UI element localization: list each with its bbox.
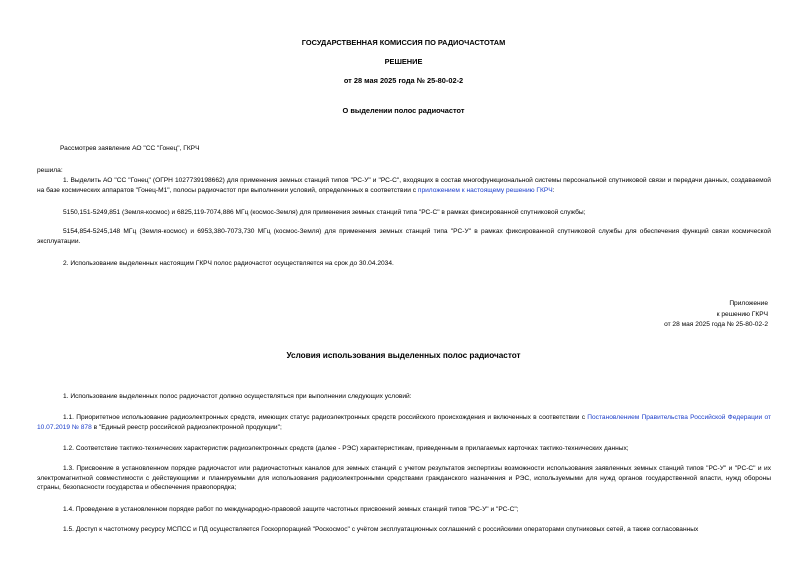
condition-1-5-paragraph: 1.5. Доступ к частотному ресурсу МСПСС и ПД осуществляется Госкорпорацией "Роскосмос" с учётом эксплуатационных соглашений с российскими операторами спутниковых сетей, а также согласованных bbox=[63, 526, 699, 533]
item-1-tail: : bbox=[552, 186, 555, 194]
condition-1-2-paragraph: 1.2. Соответствие тактико-технических характеристик радиоэлектронных средств (далее - РЭС) характеристикам, приведенным в прилагаемых карточках тактико-технических данных; bbox=[63, 445, 629, 452]
appendix-line-3: от 28 мая 2025 года № 25-80-02-2 bbox=[664, 321, 768, 328]
appendix-line-2: к решению ГКРЧ bbox=[716, 311, 768, 318]
conditions-title: Условия использования выделенных полос радиочастот bbox=[286, 351, 521, 360]
condition-1-1-tail: в "Единый реестр российской радиоэлектронной продукции"; bbox=[91, 423, 282, 431]
condition-1-3-paragraph: 1.3. Присвоение в установленном порядке радиочастот или радиочастотных каналов для земных станций с учетом результатов экспертизы возможности использования заявленных земных станций типов "РС-У" и "РС-С" и их электромагнитной совместимости с действующими и планируемыми для использования радиоэлектронными средствами гражданского назначения и РЭС, используемыми для нужд органов государственной власти, нужд обороны страны, безопасности государства и обеспечения правопорядка; bbox=[37, 465, 771, 491]
appendix-line-1: Приложение bbox=[729, 300, 768, 307]
doc-title-heading: О выделении полос радиочастот bbox=[342, 106, 465, 115]
band-2-paragraph: 5154,854-5245,148 МГц (Земля-космос) и 6953,380-7073,730 МГц (космос-Земля) для применения земных станций типа "РС-У" в рамках фиксированной спутниковой службы для обеспечения функций связи космической эксплуатации. bbox=[37, 228, 771, 245]
item-1-paragraph bbox=[37, 176, 771, 195]
preamble-text: Рассмотрев заявление АО "СС "Гонец", ГКРЧ bbox=[60, 145, 200, 152]
government-decree-link[interactable]: Постановлением Правительства Российской Федерации от 10.07.2019 № 878 bbox=[37, 414, 771, 431]
item-2-paragraph: 2. Использование выделенных настоящим ГКРЧ полос радиочастот осуществляется на срок до 30.04.2034. bbox=[63, 260, 394, 267]
org-heading: ГОСУДАРСТВЕННАЯ КОМИССИЯ ПО РАДИОЧАСТОТАМ bbox=[301, 38, 506, 47]
item-1-text: 1. Выделить АО "СС "Гонец" (ОГРН 1027739198662) для применения земных станций типов "РС-У" и "РС-С", входящих в состав многофункциональной системы персональной спутниковой связи и передачи данных, создаваемой на базе космических аппаратов "Гонец-М1", полосы радиочастот при выполнении условий, определенных в соответствии с bbox=[37, 177, 771, 194]
condition-1-1-text: 1.1. Приоритетное использование радиоэлектронных средств, имеющих статус радиоэлектронных средств российского происхождения и включенных в соответствии с bbox=[63, 414, 588, 421]
doc-type-heading: РЕШЕНИЕ bbox=[384, 57, 423, 66]
condition-1-1-paragraph bbox=[37, 413, 771, 432]
band-1-paragraph: 5150,151-5249,851 (Земля-космос) и 6825,119-7074,886 МГц (космос-Земля) для применения земных станций типа "РС-С" в рамках фиксированной спутниковой службы; bbox=[63, 209, 586, 216]
decided-text: решила: bbox=[37, 167, 63, 174]
doc-date-heading: от 28 мая 2025 года № 25-80-02-2 bbox=[343, 76, 464, 85]
appendix-link[interactable]: приложением к настоящему решению ГКРЧ bbox=[417, 186, 553, 194]
condition-1-paragraph: 1. Использование выделенных полос радиочастот должно осуществляться при выполнении следующих условий: bbox=[63, 393, 412, 400]
condition-1-4-paragraph: 1.4. Проведение в установленном порядке работ по международно-правовой защите частотных присвоений земных станций типов "РС-У" и "РС-С"; bbox=[63, 506, 519, 513]
